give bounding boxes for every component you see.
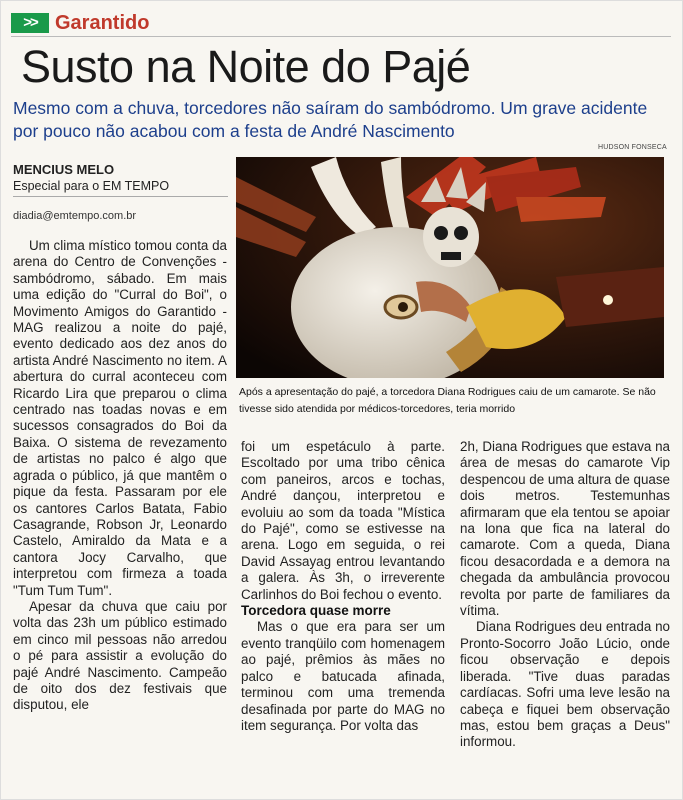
paragraph: Diana Rodrigues deu entrada no Pronto-Socorro João Lúcio, onde ficou observação e depois liberada. "Tive duas paradas cardíacas. Sofri uma leve lesão na cabeça e fiquei bem observação mas, estou bem graças a Deus" informou.: [460, 619, 670, 750]
article-column-3: [460, 439, 670, 751]
section-kicker: [11, 12, 149, 34]
deck-subtitle: Mesmo com a chuva, torcedores não saíram do sambódromo. Um grave acidente por pouco não acabou com a festa de André Nascimento: [13, 98, 648, 141]
byline-email: diadia@emtempo.com.br: [13, 210, 137, 222]
paragraph: Apesar da chuva que caiu por volta das 23h um público estimado em cinco mil pessoas não arredou o pé para assistir a evolução do pajé André Nascimento. Campeão de oito dos dez festivais que disputou, ele: [13, 598, 227, 713]
photo-credit: HUDSON FONSECA: [598, 144, 667, 151]
paragraph: 2h, Diana Rodrigues que estava na área de mesas do camarote Vip despencou de uma altura de quase dois metros. Testemunhas afirmaram que ela tentou se apoiar na lona que fica na lateral do camarote. Com a queda, Diana ficou desacordada e a demora na chegada da ambulância provocou revolta por parte de familiares da vítima.: [460, 439, 670, 619]
article-column-1: [13, 238, 227, 714]
photo-illustration: [236, 157, 664, 378]
byline-author: MENCIUS MELO: [13, 162, 115, 177]
byline: [13, 162, 169, 224]
paragraph: Um clima místico tomou conta da arena do Centro de Convenções - sambódromo, sábado. Em mais uma edição do "Curral do Boi", o Movimento Amigos do Garantido - MAG realizou a noite do pajé, evento dedicado aos dez anos do artista André Nascimento no item. A abertura do curral aconteceu com Ricardo Lira que preparou o clima centrado nas toadas novas e em sucessos consagrados do Boi da Baixa. O sistema de revezamento de artistas no palco é algo que agrada o público, já que mantêm o pique da festa. Passaram por ele os cantores Carlos Batata, Fabio Casagrande, Robson Jr, Leonardo Castelo, Amiraldo da Mata e a cantora Jocy Carvalho, que interpretou com firmeza a toada "Tum Tum Tum".: [13, 238, 227, 598]
byline-role: Especial para o EM TEMPO: [13, 179, 170, 193]
section-label: Garantido: [55, 12, 150, 34]
double-chevron-right-icon: >>: [11, 13, 49, 33]
article-column-2: [241, 439, 445, 734]
kicker-divider: [11, 36, 671, 37]
photo-caption: Após a apresentação do pajé, a torcedora Diana Rodrigues caiu de um camarote. Se não tivesse sido atendida por médicos-torcedores, teria morrido: [239, 386, 656, 415]
subheading: Torcedora quase morre: [241, 603, 391, 619]
byline-divider: [13, 196, 228, 197]
bull-costume-photo: [236, 157, 664, 378]
paragraph: foi um espetáculo à parte. Escoltado por uma tribo cênica com paneiros, arcos e tochas, André dançou, interpretou e evoluiu ao som da toada "Mística do Pajé", como se estivesse na arena. Logo em seguida, o rei David Assayag entrou levantando a galera. Às 3h, o irreverente Carlinhos do Boi fechou o evento.: [241, 439, 445, 602]
headline: Susto na Noite do Pajé: [21, 41, 471, 92]
paragraph: Mas o que era para ser um evento tranqüilo com homenagem ao pajé, prêmios às mães no palco e batucada afinada, terminou com uma tremenda desafinada por parte do MAG no item segurança. Por volta das: [241, 619, 445, 733]
